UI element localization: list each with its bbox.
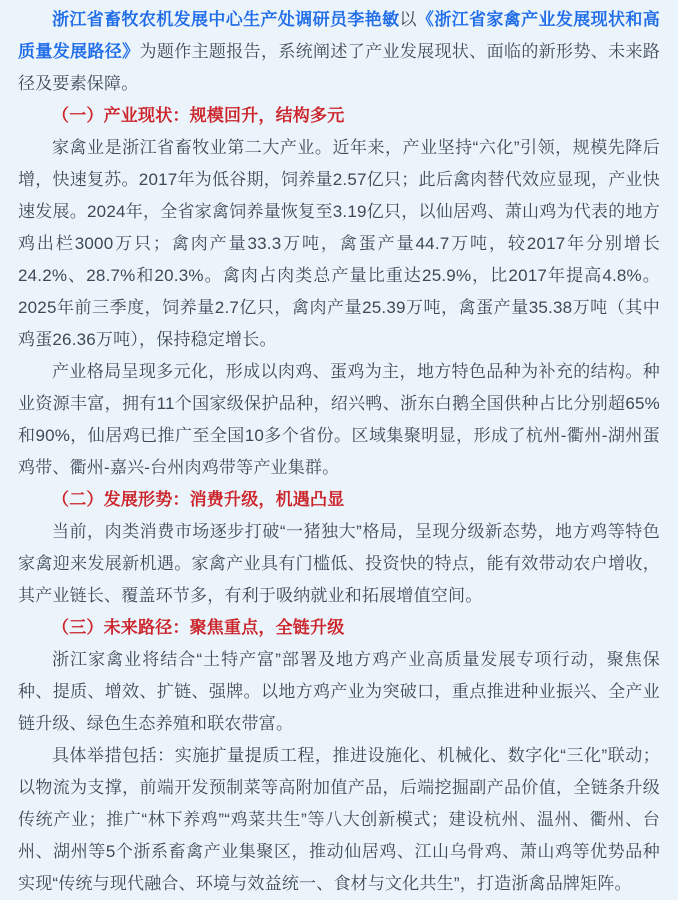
intro-connector: 以 xyxy=(399,10,417,29)
section-heading-development-situation: （二）发展形势：消费升级，机遇凸显 xyxy=(52,490,345,509)
report-title: 《浙江省家禽产业发展现状和高质量发展路径》 xyxy=(18,10,661,61)
paragraph-market-situation: 当前，肉类消费市场逐步打破“一猪独大”格局，呈现分级新态势，地方鸡等特色家禽迎来发展新机遇。家禽产业具有门槛低、投资快的特点，能有效带动农户增收，其产业链长、覆盖环节多，有利于吸纳就业和拓展增值空间。 xyxy=(18,522,660,605)
section-heading-industry-status: （一）产业现状：规模回升，结构多元 xyxy=(52,106,345,125)
paragraph-future-path: 浙江家禽业将结合“土特产富”部署及地方鸡产业高质量发展专项行动，聚焦保种、提质、增效、扩链、强牌。以地方鸡产业为突破口，重点推进种业振兴、全产业链升级、绿色生态养殖和联农带富。 xyxy=(18,650,660,733)
intro-rest: 为题作主题报告，系统阐述了产业发展现状、面临的新形势、未来路径及要素保障。 xyxy=(18,42,661,93)
paragraph-specific-measures: 具体举措包括：实施扩量提质工程，推进设施化、机械化、数字化“三化”联动；以物流为支撑，前端开发预制菜等高附加值产品，后端挖掘副产品价值，全链条升级传统产业；推广“林下养鸡”“鸡菜共生”等八大创新模式；建设杭州、温州、衢州、台州、湖州等5个浙系畜禽产业集聚区，推动仙居鸡、江山乌骨鸡、萧山鸡等优势品种实现“传统与现代融合、环境与效益统一、食材与文化共生”，打造浙禽品牌矩阵。 xyxy=(18,746,660,893)
intro-paragraph xyxy=(18,4,660,100)
paragraph-industry-scale: 家禽业是浙江省畜牧业第二大产业。近年来，产业坚持“六化”引领，规模先降后增，快速复苏。2017年为低谷期，饲养量2.57亿只；此后禽肉替代效应显现，产业快速发展。2024年，全省家禽饲养量恢复至3.19亿只，以仙居鸡、萧山鸡为代表的地方鸡出栏3000万只；禽肉产量33.3万吨，禽蛋产量44.7万吨，较2017年分别增长24.2%、28.7%和20.3%。禽肉占肉类总产量比重达25.9%，比2017年提高4.8%。2025年前三季度，饲养量2.7亿只，禽肉产量25.39万吨，禽蛋产量35.38万吨（其中鸡蛋26.36万吨），保持稳定增长。 xyxy=(18,138,660,349)
paragraph-industry-structure: 产业格局呈现多元化，形成以肉鸡、蛋鸡为主，地方特色品种为补充的结构。种业资源丰富，拥有11个国家级保护品种，绍兴鸭、浙东白鹅全国供种占比分别超65%和90%，仙居鸡已推广至全国10多个省份。区域集聚明显，形成了杭州-衢州-湖州蛋鸡带、衢州-嘉兴-台州肉鸡带等产业集群。 xyxy=(18,362,660,477)
section-heading-future-path: （三）未来路径：聚焦重点，全链升级 xyxy=(52,618,345,637)
speaker-name: 浙江省畜牧农机发展中心生产处调研员李艳敏 xyxy=(52,10,400,29)
